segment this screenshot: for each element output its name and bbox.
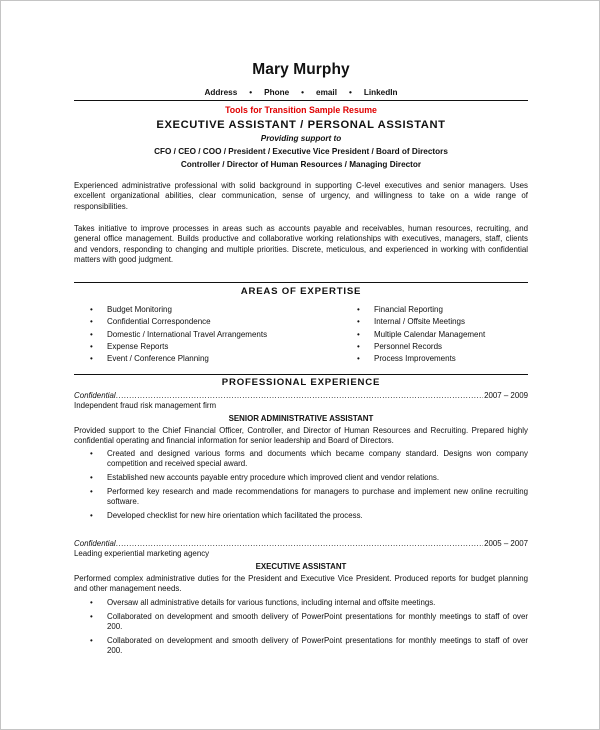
experience-heading: PROFESSIONAL EXPERIENCE xyxy=(221,377,381,388)
candidate-name: Mary Murphy xyxy=(252,61,350,78)
contact-linkedin: LinkedIn xyxy=(363,88,398,97)
expertise-item: • Event / Conference Planning xyxy=(90,353,267,365)
summary-paragraph-1: Experienced administrative professional with solid background in supporting C-level executives and senior managers. Uses excellent organizational abilities, clear communication, sense of urgency, and willingness to take on a wide range of responsibilities. xyxy=(74,181,528,211)
contact-address: Address xyxy=(204,88,238,97)
expertise-item: • Financial Reporting xyxy=(357,304,485,316)
job-dates: 2007 – 2009 xyxy=(484,391,528,400)
expertise-item: • Internal / Offsite Meetings xyxy=(357,316,485,328)
summary-paragraph-2: Takes initiative to improve processes in areas such as accounts payable and receivables, human resources, recruiting, and general office management. Builds productive and collaborative working relationships with executives, managers, staff, clients and vendors, responding to changing and multiple priorities. Discrete, meticulous, and experienced in working with confidential matters with good judgment. xyxy=(74,224,528,265)
experience-divider xyxy=(74,374,528,375)
job-summary: Provided support to the Chief Financial Officer, Controller, and Director of Human Resources and Recruiting. Prepared highly confidential operating and financial information for senior leadership and Board of Directors. xyxy=(74,426,528,446)
expertise-item: • Expense Reports xyxy=(90,341,267,353)
achievement-item: • Oversaw all administrative details for various functions, including internal and offsite meetings. xyxy=(90,598,528,608)
expertise-item: • Budget Monitoring xyxy=(90,304,267,316)
separator-dot: • xyxy=(249,88,253,97)
expertise-item: • Confidential Correspondence xyxy=(90,316,267,328)
separator-dot: • xyxy=(348,88,352,97)
expertise-divider xyxy=(74,282,528,283)
job-employer: Confidential xyxy=(74,391,116,400)
sample-tagline: Tools for Transition Sample Resume xyxy=(225,105,377,115)
separator-dot: • xyxy=(301,88,305,97)
achievement-item: • Established new accounts payable entry procedure which improved client and vendor relations. xyxy=(90,473,528,483)
job-employer: Confidential xyxy=(74,539,116,548)
supported-roles-line-2: Controller / Director of Human Resources / Managing Director xyxy=(180,160,422,169)
support-label: Providing support to xyxy=(260,134,342,143)
contact-email: email xyxy=(316,88,337,97)
expertise-column-left xyxy=(90,304,267,365)
job-achievements xyxy=(90,598,528,660)
supported-roles-line-1: CFO / CEO / COO / President / Executive Vice President / Board of Directors xyxy=(154,147,448,156)
expertise-item: • Multiple Calendar Management xyxy=(357,329,485,341)
achievement-item: • Performed key research and made recommendations for managers to purchase and implement new online recruiting software. xyxy=(90,487,528,508)
professional-title: EXECUTIVE ASSISTANT / PERSONAL ASSISTANT xyxy=(156,119,446,131)
job-achievements xyxy=(90,449,528,524)
job-2-header xyxy=(74,538,528,549)
job-title: SENIOR ADMINISTRATIVE ASSISTANT xyxy=(228,414,374,423)
achievement-item: • Developed checklist for new hire orientation which facilitated the process. xyxy=(90,511,528,521)
achievement-item: • Collaborated on development and smooth delivery of PowerPoint presentations for monthly meetings to staff of over 200. xyxy=(90,612,528,633)
job-company-description: Leading experiential marketing agency xyxy=(74,549,210,558)
job-company-description: Independent fraud risk management firm xyxy=(74,401,217,410)
expertise-item: • Domestic / International Travel Arrangements xyxy=(90,329,267,341)
achievement-item: • Created and designed various forms and documents which became company standard. Designs won company competition and received special award. xyxy=(90,449,528,470)
contact-line xyxy=(74,88,528,97)
contact-phone: Phone xyxy=(264,88,290,97)
achievement-item: • Collaborated on development and smooth delivery of PowerPoint presentations for monthly meetings to staff of over 200. xyxy=(90,636,528,657)
expertise-item: • Process Improvements xyxy=(357,353,485,365)
job-summary: Performed complex administrative duties for the President and Executive Vice President. Produced reports for budget planning and other management needs. xyxy=(74,574,528,594)
job-1-header xyxy=(74,390,528,401)
expertise-item: • Personnel Records xyxy=(357,341,485,353)
job-dates: 2005 – 2007 xyxy=(484,539,528,548)
dot-leader xyxy=(116,390,483,401)
dot-leader xyxy=(116,538,483,549)
expertise-column-right xyxy=(357,304,485,365)
header-divider xyxy=(74,100,528,101)
job-title: EXECUTIVE ASSISTANT xyxy=(255,562,347,571)
expertise-heading: AREAS OF EXPERTISE xyxy=(240,286,362,297)
